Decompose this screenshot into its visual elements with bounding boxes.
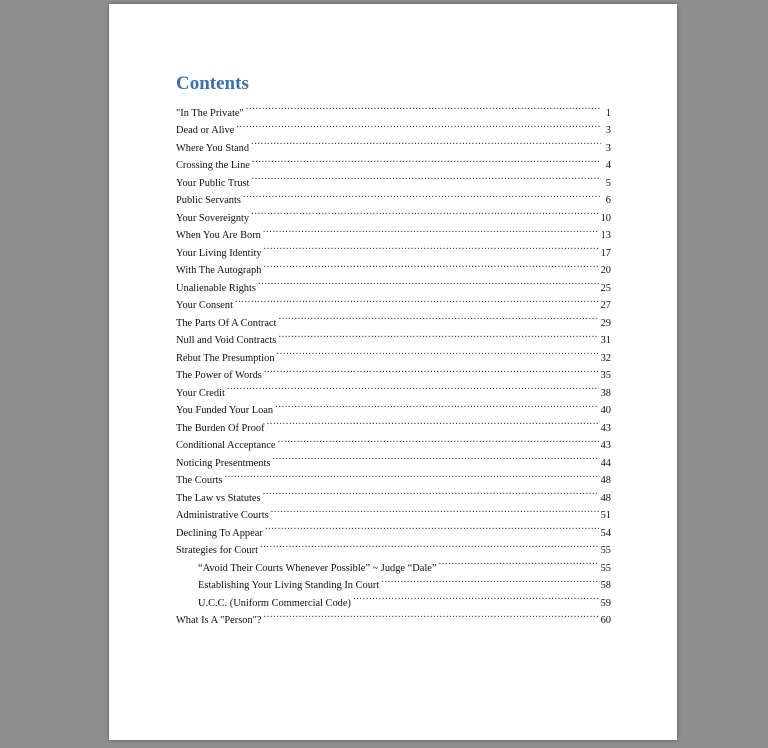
toc-page-number: 38: [600, 387, 611, 399]
toc-dot-leader: [278, 431, 599, 449]
toc-dot-leader: [275, 396, 599, 414]
toc-entry-title: Your Consent: [176, 300, 233, 311]
toc-entry-title: With The Autograph: [176, 265, 262, 276]
toc-entry-title: Public Servants: [176, 195, 241, 206]
toc-dot-leader: [353, 588, 599, 606]
toc-page-number: 58: [600, 580, 611, 591]
toc-dot-leader: [258, 273, 599, 291]
toc-page-number: 48: [600, 475, 611, 486]
toc-dot-leader: [263, 256, 598, 274]
toc-entry-title: Your Public Trust: [176, 177, 250, 189]
toc-entry-title: Rebut The Presumption: [176, 352, 275, 364]
toc-dot-leader: [264, 361, 599, 379]
toc-page-number: 25: [600, 282, 611, 294]
toc-entry-title: When You Are Born: [176, 230, 261, 241]
toc-entry-row[interactable]: [176, 466, 611, 484]
toc-list: [176, 98, 611, 626]
toc-entry-row[interactable]: [176, 378, 611, 399]
document-page: [109, 4, 677, 740]
toc-entry-row[interactable]: [176, 116, 611, 134]
toc-entry-title: Your Credit: [176, 387, 225, 399]
toc-dot-leader: [265, 518, 599, 536]
contents-heading: Contents: [176, 73, 249, 94]
toc-entry-title: Establishing Your Living Standing In Court: [198, 580, 380, 591]
toc-entry-row[interactable]: [176, 308, 611, 329]
toc-dot-leader: [272, 448, 598, 466]
toc-dot-leader: [251, 168, 601, 186]
toc-entry-title: The Power of Words: [176, 370, 262, 381]
toc-entry-title: You Funded Your Loan: [176, 405, 274, 416]
toc-entry-title: The Law vs Statutes: [176, 492, 261, 504]
toc-dot-leader: [251, 133, 601, 151]
toc-page-number: 10: [600, 212, 611, 224]
toc-page-number: 3: [605, 142, 611, 154]
toc-entry-title: Unalienable Rights: [176, 282, 256, 294]
toc-entry-title: “Avoid Their Courts Whenever Possible” ~ Judge “Dale”: [198, 562, 437, 574]
toc-page-number: 44: [600, 457, 611, 469]
toc-entry-row[interactable]: [176, 291, 611, 309]
toc-dot-leader: [277, 343, 599, 361]
toc-entry-title: Administrative Courts: [176, 510, 269, 521]
toc-page-number: 51: [600, 510, 611, 521]
toc-dot-leader: [227, 378, 599, 396]
toc-entry-title: Your Living Identity: [176, 247, 262, 259]
toc-page-number: 55: [600, 545, 611, 556]
table-of-contents: [176, 72, 611, 626]
toc-entry-title: U.C.C. (Uniform Commercial Code): [198, 597, 351, 609]
toc-dot-leader: [264, 606, 599, 624]
toc-page-number: 40: [600, 405, 611, 416]
toc-dot-leader: [381, 571, 598, 589]
toc-dot-leader: [438, 553, 598, 571]
toc-page-number: 3: [605, 125, 611, 136]
toc-entry-title: The Courts: [176, 475, 223, 486]
toc-entry-row[interactable]: [176, 483, 611, 504]
toc-entry-title: The Parts Of A Contract: [176, 317, 277, 329]
toc-page-number: 55: [600, 562, 611, 574]
toc-page-number: 43: [600, 440, 611, 451]
toc-page-number: 20: [600, 265, 611, 276]
toc-entry-title: Where You Stand: [176, 142, 250, 154]
toc-page-number: 32: [600, 352, 611, 364]
toc-entry-title: Conditional Acceptance: [176, 440, 276, 451]
toc-page-number: 43: [600, 422, 611, 434]
toc-entry-title: "In The Private": [176, 107, 244, 119]
toc-page-number: 4: [605, 160, 611, 171]
toc-page-number: 13: [600, 230, 611, 241]
toc-entry-title: Null and Void Contracts: [176, 335, 277, 346]
toc-entry-title: Noticing Presentments: [176, 457, 271, 469]
toc-dot-leader: [251, 203, 598, 221]
toc-page-number: 29: [600, 317, 611, 329]
toc-entry-row[interactable]: [176, 98, 611, 119]
toc-page-number: 54: [600, 527, 611, 539]
toc-entry-title: Strategies for Court: [176, 545, 258, 556]
toc-entry-title: Your Sovereignty: [176, 212, 250, 224]
toc-entry-title: What Is A "Person"?: [176, 615, 262, 626]
toc-page-number: 5: [605, 177, 611, 189]
toc-dot-leader: [263, 221, 599, 239]
toc-page-number: 6: [605, 195, 611, 206]
toc-dot-leader: [224, 466, 598, 484]
toc-dot-leader: [260, 536, 599, 554]
toc-dot-leader: [264, 238, 599, 256]
toc-page-number: 27: [600, 300, 611, 311]
toc-page-number: 1: [605, 107, 611, 119]
toc-page-number: 31: [600, 335, 611, 346]
toc-entry-title: Declining To Appear: [176, 527, 263, 539]
toc-page-number: 35: [600, 370, 611, 381]
toc-dot-leader: [235, 291, 599, 309]
toc-dot-leader: [243, 186, 601, 204]
toc-dot-leader: [246, 98, 601, 116]
toc-dot-leader: [263, 483, 599, 501]
toc-dot-leader: [267, 413, 599, 431]
toc-dot-leader: [271, 501, 599, 519]
toc-page-number: 60: [600, 615, 611, 626]
toc-dot-leader: [236, 116, 601, 134]
toc-entry-row[interactable]: [176, 133, 611, 154]
toc-entry-row[interactable]: [176, 396, 611, 414]
toc-dot-leader: [252, 151, 601, 169]
toc-page-number: 17: [600, 247, 611, 259]
toc-dot-leader: [278, 326, 598, 344]
toc-entry-title: Dead or Alive: [176, 125, 235, 136]
toc-entry-row[interactable]: [176, 203, 611, 224]
toc-entry-title: Crossing the Line: [176, 160, 250, 171]
toc-dot-leader: [278, 308, 598, 326]
toc-page-number: 48: [600, 492, 611, 504]
toc-entry-title: The Burden Of Proof: [176, 422, 265, 434]
toc-page-number: 59: [600, 597, 611, 609]
